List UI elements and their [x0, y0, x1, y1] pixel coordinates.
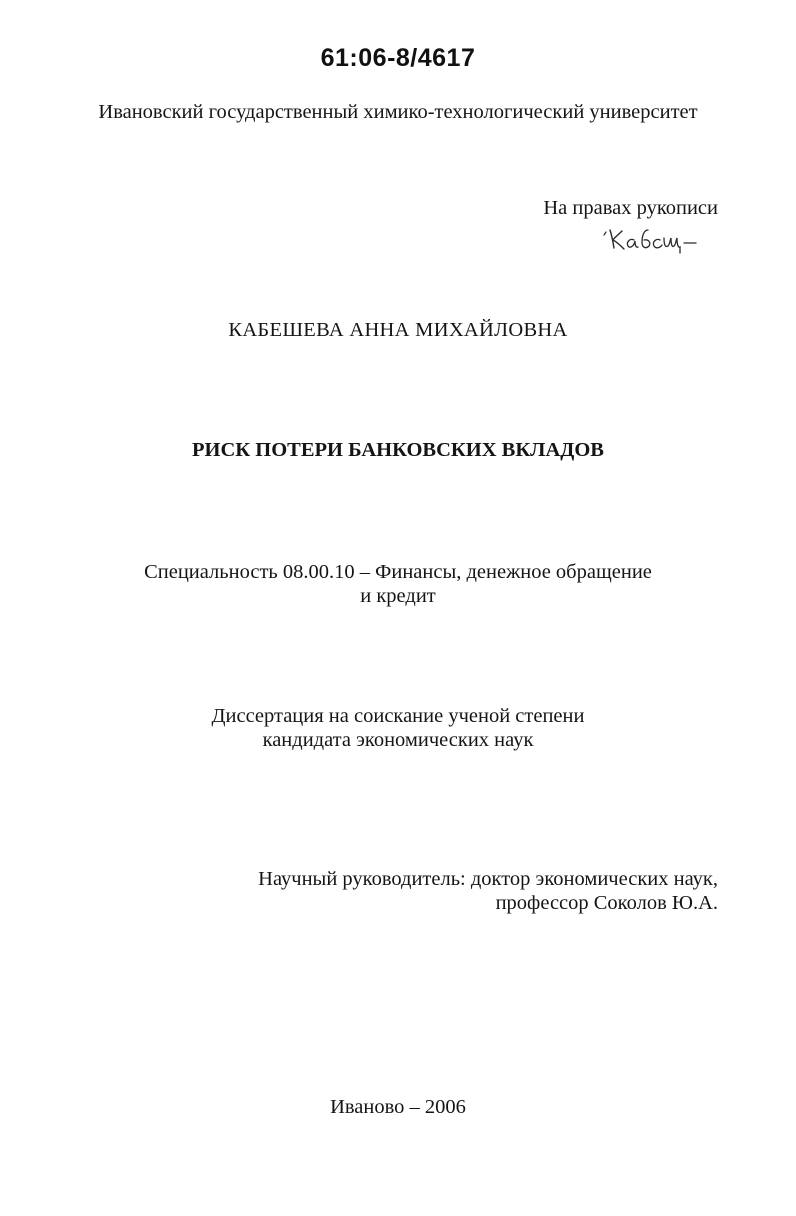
manuscript-rights-note: На правах рукописи	[543, 197, 718, 219]
degree-block	[0, 704, 796, 752]
specialty-block	[0, 560, 796, 608]
university-name: Ивановский государственный химико-технологический университет	[98, 101, 698, 123]
degree-line-1: Диссертация на соискание ученой степени	[211, 705, 585, 727]
supervisor-line-1: Научный руководитель: доктор экономических наук,	[258, 868, 718, 890]
dissertation-title: РИСК ПОТЕРИ БАНКОВСКИХ ВКЛАДОВ	[192, 439, 604, 461]
specialty-line-1: Специальность 08.00.10 – Финансы, денежное обращение	[144, 561, 652, 583]
specialty-line-2: и кредит	[360, 585, 436, 607]
city-year: Иваново – 2006	[330, 1096, 466, 1118]
degree-line-2: кандидата экономических наук	[262, 729, 534, 751]
supervisor-block	[258, 867, 718, 915]
catalog-number: 61:06-8/4617	[320, 44, 476, 72]
author-name: КАБЕШЕВА АННА МИХАЙЛОВНА	[228, 319, 568, 341]
handwritten-signature	[600, 222, 700, 254]
supervisor-line-2: профессор Соколов Ю.А.	[495, 892, 718, 914]
